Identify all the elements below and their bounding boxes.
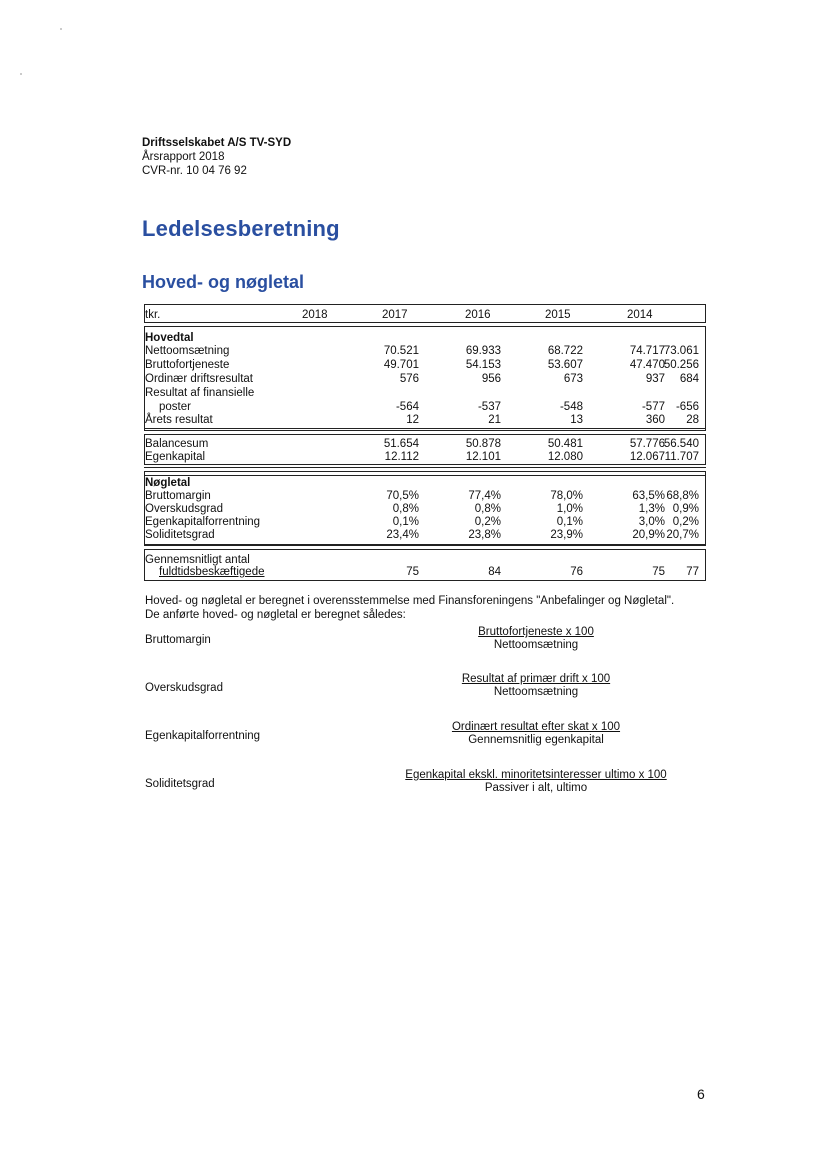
formula-overskudsgrad: Resultat af primær drift x 100 Nettoomsætning — [461, 673, 611, 698]
formula-label: Overskudsgrad — [145, 682, 223, 694]
formula-label: Soliditetsgrad — [145, 778, 215, 790]
noegletal-heading: Nøgletal — [145, 477, 191, 489]
table-row: Bruttomargin 70,5% 77,4% 78,0% 63,5% 68,8% — [145, 490, 699, 502]
formula-soliditetsgrad: Egenkapital ekskl. minoritetsinteresser ultimo x 100 Passiver i alt, ultimo — [405, 769, 667, 794]
table-row: Soliditetsgrad 23,4% 23,8% 23,9% 20,9% 20,7% — [145, 529, 699, 541]
company-name: Driftsselskabet A/S TV-SYD — [142, 137, 292, 149]
hovedtal-heading: Hovedtal — [145, 332, 194, 344]
employees-label-row: Gennemsnitligt antal — [145, 554, 250, 566]
table-row: Resultat af finansielle — [145, 387, 255, 399]
scan-speck — [20, 73, 22, 75]
table-row: Bruttofortjeneste 49.701 54.153 53.607 47.470 50.256 — [145, 359, 699, 371]
page-number: 6 — [697, 1086, 705, 1102]
year-2018: 2018 — [302, 309, 328, 321]
year-header-row — [145, 309, 705, 322]
table-row: poster -564 -537 -548 -577 -656 — [159, 401, 699, 413]
scan-speck — [60, 28, 62, 30]
year-2016: 2016 — [465, 309, 491, 321]
page-title: Ledelsesberetning — [142, 216, 340, 241]
formula-label: Egenkapitalforrentning — [145, 730, 261, 742]
table-row: Overskudsgrad 0,8% 0,8% 1,0% 1,3% 0,9% — [145, 503, 699, 515]
divider — [144, 467, 706, 468]
note-line-2: De anførte hoved- og nøgletal er beregnet således: — [145, 609, 406, 621]
unit-label: tkr. — [145, 309, 161, 321]
employees-row: fuldtidsbeskæftigede 75 84 76 75 77 — [159, 566, 699, 578]
year-2017: 2017 — [382, 309, 408, 321]
year-2015: 2015 — [545, 309, 571, 321]
table-row: Nettoomsætning 70.521 69.933 68.722 74.717 73.061 — [145, 345, 699, 357]
formula-egenkapitalforrentning: Ordinært resultat efter skat x 100 Gennemsnitlig egenkapital — [451, 721, 621, 746]
formula-bruttomargin: Bruttofortjeneste x 100 Nettoomsætning — [478, 626, 594, 651]
table-row: Balancesum 51.654 50.878 50.481 57.776 56.540 — [145, 438, 699, 450]
section-title: Hoved- og nøgletal — [142, 272, 304, 292]
table-row: Egenkapital 12.112 12.101 12.080 12.067 11.707 — [145, 451, 699, 463]
year-2014: 2014 — [627, 309, 653, 321]
table-row: Årets resultat 12 21 13 360 28 — [145, 414, 699, 426]
cvr-number: CVR-nr. 10 04 76 92 — [142, 165, 247, 177]
table-row: Egenkapitalforrentning 0,1% 0,2% 0,1% 3,0% 0,2% — [145, 516, 699, 528]
divider — [144, 428, 706, 429]
divider — [144, 545, 706, 546]
table-row: Ordinær driftsresultat 576 956 673 937 684 — [145, 373, 699, 385]
report-title: Årsrapport 2018 — [142, 151, 225, 163]
note-line-1: Hoved- og nøgletal er beregnet i overensstemmelse med Finansforeningens "Anbefalinger og Nøgletal". — [145, 595, 675, 607]
divider — [144, 475, 706, 476]
formula-label: Bruttomargin — [145, 634, 211, 646]
